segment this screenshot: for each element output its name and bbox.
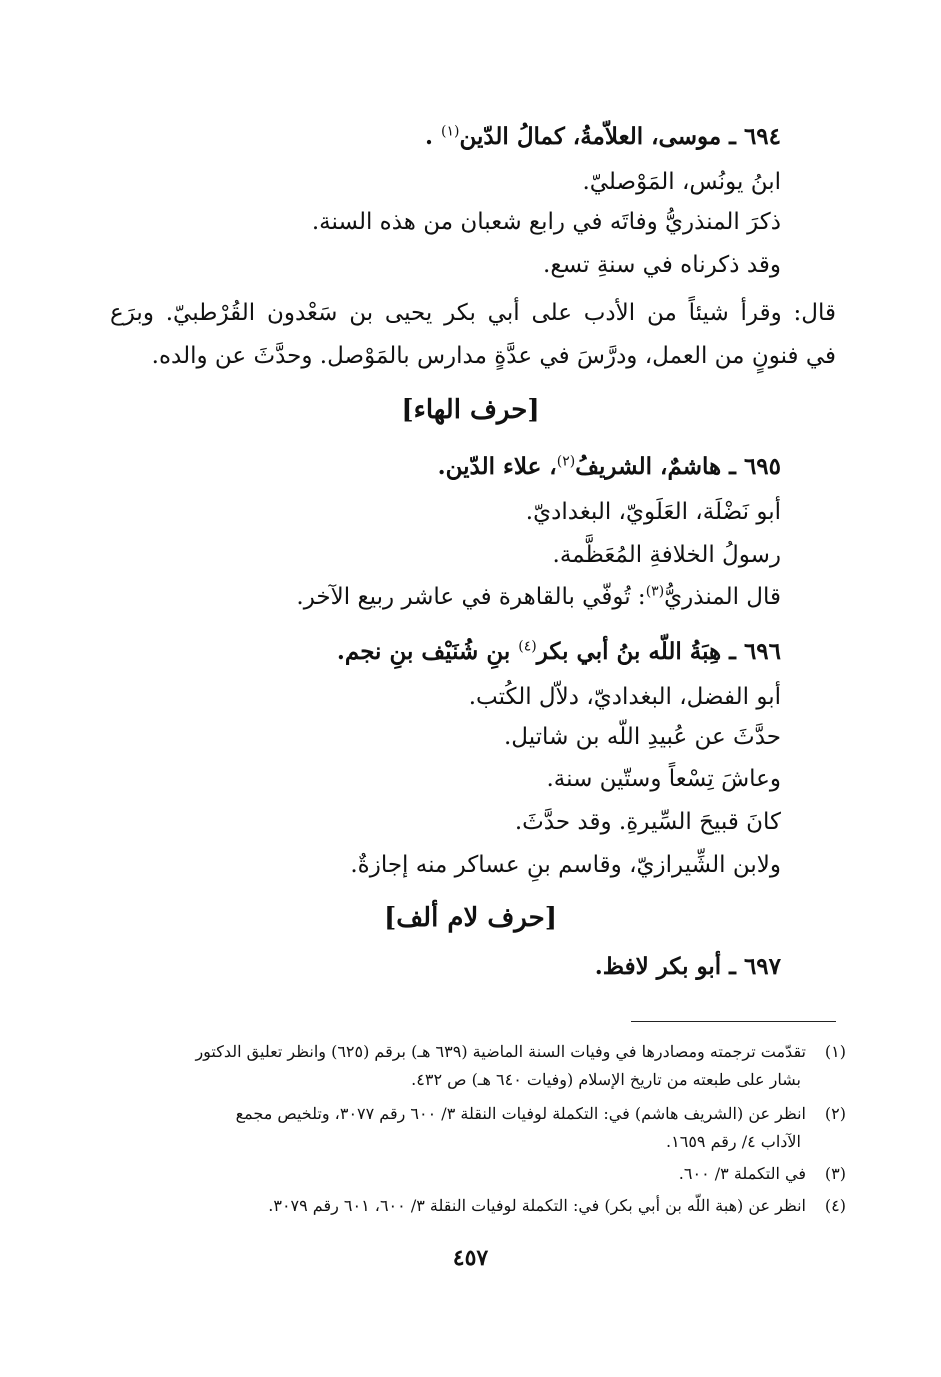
entry-696-line-2: حدَّثَ عن عُبيدِ اللّه بن شاتيل. xyxy=(503,724,781,750)
footnote-2 xyxy=(110,1100,846,1156)
entry-696-line-3: وعاشَ تِسْعاً وستّين سنة. xyxy=(546,766,781,792)
entry-title: هِبَةُ اللّه بنُ أبي بكر xyxy=(536,638,722,665)
entry-696-header: ٦٩٦ ـ هِبَةُ اللّه بنُ أبي بكر$^{(٤)}$ بنِ شُنَيْف بنِ نجم. xyxy=(336,638,781,665)
footnote-ref: (٢) xyxy=(556,453,576,470)
page-number: ٤٥٧ xyxy=(452,1245,489,1271)
entry-695-line-3: قال المنذريُّ$^{(٣)}$: تُوفّي بالقاهرة في عاشر ربيع الآخر. xyxy=(296,583,781,610)
footnote-ref: (٤) xyxy=(518,638,537,655)
footnote-text-cont: الآداب ٤/ رقم ١٦٥٩. xyxy=(666,1132,801,1151)
footnote-1 xyxy=(110,1038,846,1094)
entry-694-line-5: في فنونٍ من العمل، ودرَّسَ في عدَّةٍ مدارس بالمَوْصل. وحدَّثَ عن والده. xyxy=(151,343,836,369)
footnote-mark: (٢) xyxy=(824,1104,846,1123)
footnote-ref: (١) xyxy=(440,123,460,140)
entry-number: ٦٩٦ xyxy=(743,638,781,665)
footnote-text: في التكملة ٣/ ٦٠٠. xyxy=(678,1164,806,1183)
footnote-3 xyxy=(110,1160,846,1188)
quote-text: تُوفّي بالقاهرة في عاشر ربيع الآخر. xyxy=(296,584,631,610)
entry-title: أبو بكر لافظ. xyxy=(594,953,722,980)
entry-695-line-1: أبو نَضْلَة، العَلَويّ، البغداديّ. xyxy=(525,499,781,525)
entry-694-line-1: ابنُ يونُس، المَوْصليّ. xyxy=(582,169,781,195)
entry-696-line-1: أبو الفضل، البغداديّ، دلاّل الكُتب. xyxy=(468,684,781,710)
footnote-text: انظر عن (هبة اللّه بن أبي بكر) في: التكملة لوفيات النقلة ٣/ ٦٠٠، ٦٠١ رقم ٣٠٧٩. xyxy=(268,1196,806,1215)
footnote-separator xyxy=(631,1021,836,1022)
section-heading-lam-alif: [حرف لام ألف] xyxy=(383,903,558,933)
entry-number: ٦٩٤ xyxy=(743,123,781,150)
footnote-mark: (١) xyxy=(824,1042,846,1061)
entry-694-line-2: ذكرَ المنذريُّ وفاتَه في رابع شعبان من هذه السنة. xyxy=(311,209,781,235)
entry-title-rest: بنِ شُنَيْف بنِ نجم. xyxy=(336,638,519,665)
section-heading-ha: [حرف الهاء] xyxy=(401,395,540,425)
entry-number: ٦٩٧ xyxy=(743,953,781,980)
entry-696-line-4: كانَ قبيحَ السِّيرةِ. وقد حدَّثَ. xyxy=(514,809,781,835)
footnote-text: تقدّمت ترجمته ومصادرها في وفيات السنة الماضية (٦٣٩ هـ) برقم (٦٢٥) وانظر تعليق الدكتور xyxy=(195,1042,806,1061)
entry-695-line-2: رسولُ الخلافةِ المُعَظَّمة. xyxy=(552,542,781,568)
entry-end: . xyxy=(424,123,433,150)
entry-number: ٦٩٥ xyxy=(743,453,781,480)
entry-title-rest: ، علاء الدّين. xyxy=(437,453,557,480)
entry-696-line-5: ولابن الشِّيرازيّ، وقاسم بنِ عساكر منه إجازةٌ. xyxy=(350,852,781,878)
footnote-text-cont: بشار على طبعته من تاريخ الإسلام (وفيات ٦٤٠ هـ) ص ٤٣٢. xyxy=(411,1070,801,1089)
footnote-text: انظر عن (الشريف هاشم) في: التكملة لوفيات النقلة ٣/ ٦٠٠ رقم ٣٠٧٧، وتلخيص مجمع xyxy=(235,1104,806,1123)
footnote-4 xyxy=(110,1192,846,1220)
entry-697-header: ٦٩٧ ـ أبو بكر لافظ. xyxy=(594,953,781,980)
footnote-mark: (٣) xyxy=(824,1164,846,1183)
entry-694-header: ٦٩٤ ـ موسى، العلاّمةُ، كمالُ الدّين$^{(١)}$ . xyxy=(424,123,781,150)
entry-694-line-3: وقد ذكرناه في سنةِ تسع. xyxy=(543,252,781,278)
footnote-mark: (٤) xyxy=(824,1196,846,1215)
entry-title: موسى، العلاّمةُ، كمالُ الدّين xyxy=(459,123,722,150)
footnote-ref: (٣) xyxy=(645,583,665,600)
quote-prefix: قال المنذريُّ xyxy=(664,584,781,610)
entry-694-line-4: قال: وقرأ شيئاً من الأدب على أبي بكر يحيى بن سَعْدون القُرْطبيّ. وبرَع xyxy=(110,300,836,326)
entry-title: هاشمٌ، الشريفُ xyxy=(575,453,722,480)
entry-695-header: ٦٩٥ ـ هاشمٌ، الشريفُ$^{(٢)}$، علاء الدّين. xyxy=(437,453,781,480)
